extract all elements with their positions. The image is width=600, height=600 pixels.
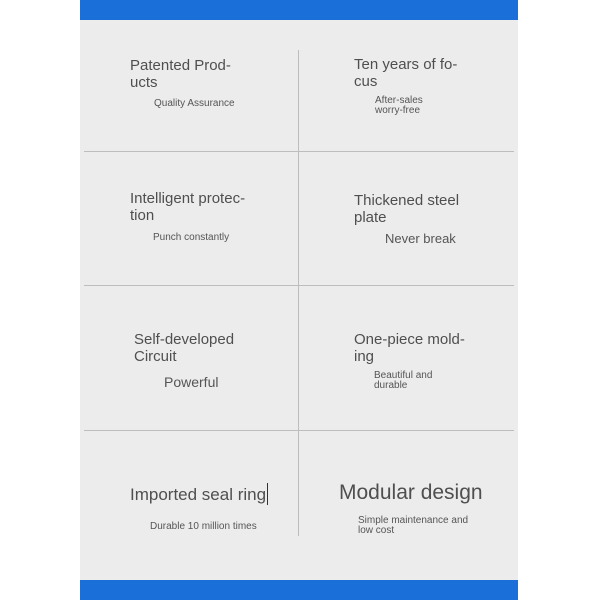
feature-title: Self-developed Circuit bbox=[134, 331, 235, 365]
feature-subtitle: Quality Assurance bbox=[154, 98, 235, 109]
row-divider bbox=[84, 151, 514, 152]
feature-subtitle: Beautiful and durable bbox=[374, 370, 433, 391]
feature-title bbox=[130, 483, 268, 505]
feature-subtitle: Simple maintenance and low cost bbox=[358, 515, 469, 536]
column-divider bbox=[298, 50, 299, 536]
top-accent-bar bbox=[80, 0, 518, 20]
feature-title: Modular design bbox=[339, 481, 483, 504]
feature-title: Ten years of fo- cus bbox=[354, 56, 458, 90]
row-divider bbox=[84, 430, 514, 431]
feature-subtitle: Durable 10 million times bbox=[150, 521, 257, 532]
row-divider bbox=[84, 285, 514, 286]
feature-subtitle: Never break bbox=[385, 231, 456, 246]
feature-title: Intelligent protec- tion bbox=[130, 190, 246, 224]
feature-title: One-piece mold- ing bbox=[354, 331, 465, 365]
feature-title-text: Imported seal ring bbox=[130, 485, 267, 504]
feature-panel bbox=[80, 0, 518, 600]
feature-subtitle: After-sales worry-free bbox=[375, 95, 423, 116]
text-cursor bbox=[267, 483, 268, 505]
bottom-accent-bar bbox=[80, 580, 518, 600]
feature-title: Thickened steel plate bbox=[354, 192, 460, 226]
feature-subtitle: Powerful bbox=[164, 374, 219, 390]
feature-title: Patented Prod- ucts bbox=[130, 57, 231, 91]
feature-subtitle: Punch constantly bbox=[153, 232, 230, 243]
